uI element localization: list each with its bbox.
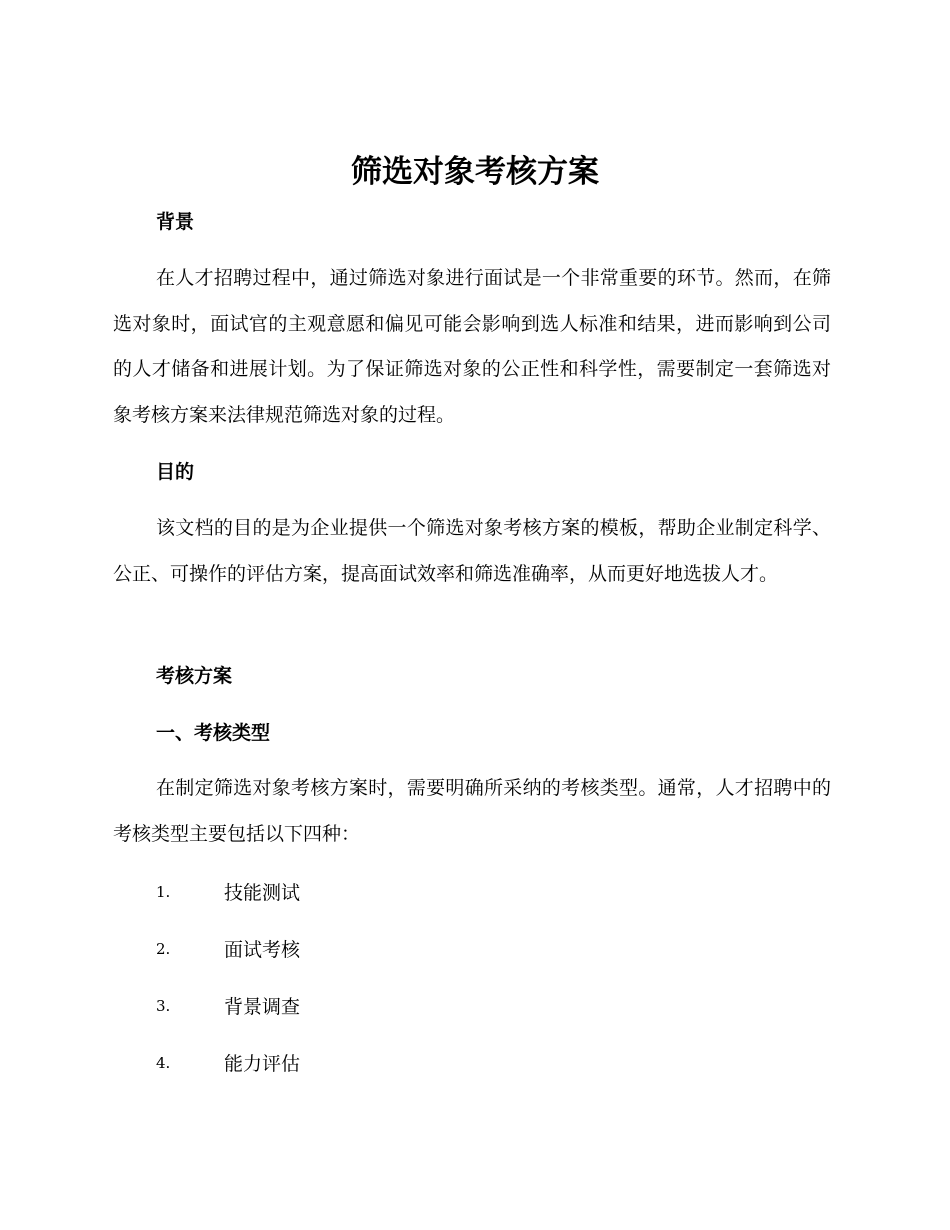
list-item-number: 1. bbox=[156, 883, 171, 901]
paragraph-assessment-types: 在制定筛选对象考核方案时，需要明确所采纳的考核类型。通常，人才招聘中的考核类型主要包括以下四种： bbox=[113, 777, 831, 845]
list-item bbox=[156, 1051, 556, 1079]
list-item-number: 3. bbox=[156, 997, 171, 1015]
paragraph-background: 在人才招聘过程中，通过筛选对象进行面试是一个非常重要的环节。然而，在筛选对象时，面试官的主观意愿和偏见可能会影响到选人标准和结果，进而影响到公司的人才储备和进展计划。为了保证筛选对象的公正性和科学性，需要制定一套筛选对象考核方案来法律规范筛选对象的过程。 bbox=[113, 267, 831, 426]
list-item-number: 4. bbox=[156, 1054, 171, 1072]
heading-assessment-types: 一、考核类型 bbox=[156, 722, 271, 744]
document-title: 筛选对象考核方案 bbox=[351, 154, 599, 190]
list-item-text: 面试考核 bbox=[224, 939, 301, 961]
list-item-text: 能力评估 bbox=[224, 1053, 301, 1075]
heading-purpose: 目的 bbox=[156, 461, 195, 483]
list-item bbox=[156, 880, 556, 908]
heading-plan: 考核方案 bbox=[156, 665, 233, 687]
list-item bbox=[156, 937, 556, 965]
list-item bbox=[156, 994, 556, 1022]
paragraph-purpose: 该文档的目的是为企业提供一个筛选对象考核方案的模板，帮助企业制定科学、公正、可操作的评估方案，提高面试效率和筛选准确率，从而更好地选拔人才。 bbox=[113, 517, 831, 585]
list-item-text: 技能测试 bbox=[224, 882, 301, 904]
heading-background: 背景 bbox=[156, 211, 195, 233]
list-item-text: 背景调查 bbox=[224, 996, 301, 1018]
list-item-number: 2. bbox=[156, 940, 171, 958]
